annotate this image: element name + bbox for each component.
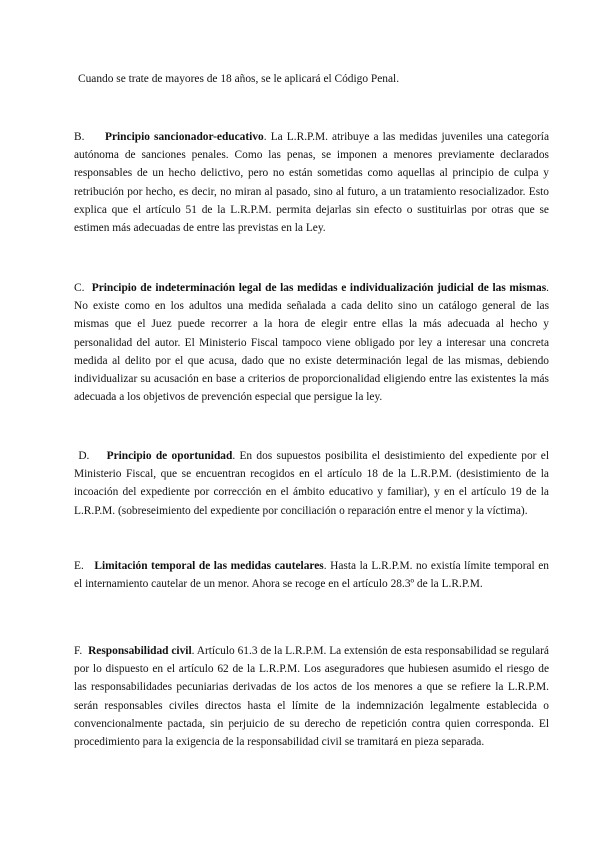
section-d-body: . En dos supuestos posibilita el desistimiento del expediente por el Ministerio Fiscal, que se encuentran recogidos en el artículo 18 de la L.R.P.M. (desistimiento de la incoación del expediente por corrección en el ámbito educativo y familiar), y en el artículo 19 de la L.R.P.M. (sobreseimiento del expediente por conciliación o reparación entre el menor y la víctima). bbox=[74, 450, 549, 517]
section-c-paragraph bbox=[74, 279, 549, 406]
section-e-letter: E. bbox=[74, 560, 84, 572]
section-f-paragraph bbox=[74, 642, 549, 751]
intro-text: Cuando se trate de mayores de 18 años, se le aplicará el Código Penal. bbox=[78, 73, 400, 85]
section-f-letter: F. bbox=[74, 645, 83, 657]
section-c-letter: C. bbox=[74, 282, 85, 294]
section-c-body: . No existe como en los adultos una medida señalada a cada delito sino un catálogo general de las mismas que el Juez puede recorrer a la hora de elegir entre ellas la más adecuada al hecho y personalidad del autor. El Ministerio Fiscal tampoco viene obligado por ley a interesar una concreta medida al delito por el que acusa, dado que no existe determinación legal de las mismas, debiendo individualizar su acusación en base a criterios de proporcionalidad eligiendo entre las existentes la más adecuada a los objetivos de prevención especial que persigue la ley. bbox=[74, 282, 549, 404]
section-f-title: Responsabilidad civil bbox=[88, 645, 192, 657]
section-e-paragraph bbox=[74, 557, 549, 593]
section-b-letter: B. bbox=[74, 131, 85, 143]
section-e-title: Limitación temporal de las medidas cautelares bbox=[94, 560, 324, 572]
section-e-body: . Hasta la L.R.P.M. no existía límite temporal en el internamiento cautelar de un menor. Ahora se recoge en el artículo 28.3º de la L.R.P.M. bbox=[74, 560, 549, 591]
section-d-title: Principio de oportunidad bbox=[106, 450, 233, 462]
section-c-title: Principio de indeterminación legal de las medidas e individualización judicial de las mismas bbox=[91, 282, 547, 294]
intro-paragraph bbox=[78, 70, 548, 88]
section-b-paragraph bbox=[74, 128, 549, 237]
section-d-letter: D. bbox=[78, 450, 90, 462]
section-d-paragraph bbox=[74, 447, 549, 520]
section-f-body: . Artículo 61.3 de la L.R.P.M. La extensión de esta responsabilidad se regulará por lo dispuesto en el artículo 62 de la L.R.P.M. Los aseguradores que hubiesen asumido el riesgo de las responsabilidades pecuniarias derivadas de los actos de los menores a que se refiere la L.R.P.M. serán responsables civiles directos hasta el límite de la indemnización legalmente establecida o convencionalmente pactada, sin perjuicio de su derecho de repetición contra quien corresponda. El procedimiento para la exigencia de la responsabilidad civil se tramitará en pieza separada. bbox=[74, 645, 549, 749]
section-b-title: Principio sancionador-educativo bbox=[105, 131, 264, 143]
section-b-body: . La L.R.P.M. atribuye a las medidas juveniles una categoría autónoma de sanciones penales. Como las penas, se imponen a menores previamente declarados responsables de un hecho delictivo, pero no están sometidas como aquellas al principio de culpa y retribución por hecho, es decir, no miran al pasado, sino al futuro, a un tratamiento resocializador. Esto explica que el artículo 51 de la L.R.P.M. permita dejarlas sin efecto o sustituirlas por otras que se estimen más adecuadas de entre las previstas en la Ley. bbox=[74, 131, 549, 235]
